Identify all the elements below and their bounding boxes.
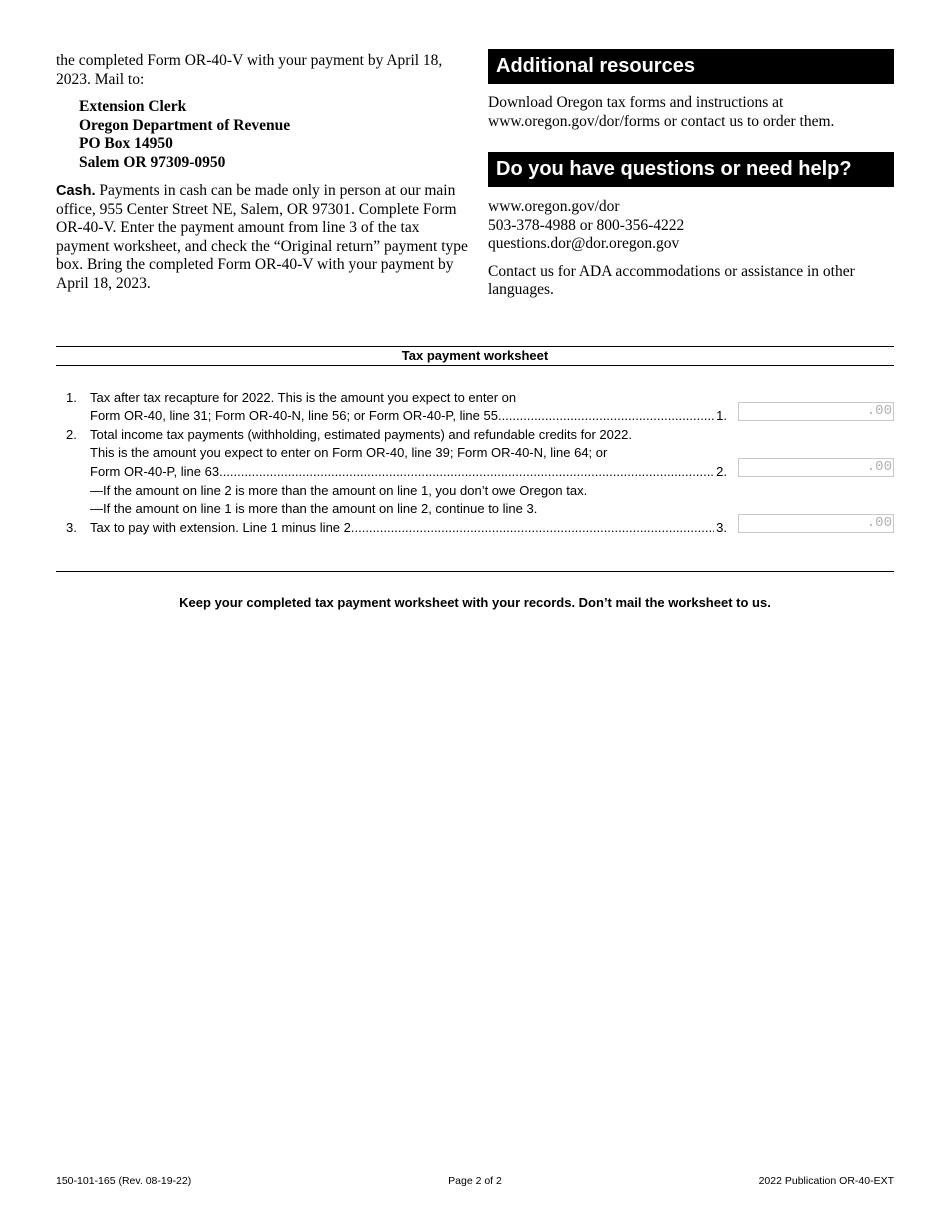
website-link[interactable]: www.oregon.gov/dor [488, 198, 620, 215]
resources-text: Download Oregon tax forms and instructions at www.oregon.gov/dor/forms or contact us to order them. [488, 94, 835, 130]
line-2-text: Total income tax payments (withholding, estimated payments) and refundable credits for 2022. [90, 427, 632, 442]
line-1-amount-field[interactable]: .00 [738, 402, 894, 421]
page-number: Page 2 of 2 [448, 1175, 502, 1187]
line-3-leader-row [90, 519, 727, 537]
line-2-amount-field[interactable]: .00 [738, 458, 894, 477]
line-2-number: 2. [66, 427, 77, 442]
line-2-text-cont: This is the amount you expect to enter on Form OR-40, line 39; Form OR-40-N, line 64; or [90, 445, 608, 460]
cash-paragraph [56, 182, 468, 293]
email-link[interactable]: questions.dor@dor.oregon.gov [488, 235, 680, 252]
form-revision: 150-101-165 (Rev. 08-19-22) [56, 1175, 192, 1187]
line-1-text-cont: Form OR-40, line 31; Form OR-40-N, line 56; or Form OR-40-P, line 55 [90, 408, 498, 423]
line-3-number: 3. [66, 520, 77, 535]
ada-text: Contact us for ADA accommodations or assistance in other languages. [488, 262, 855, 298]
help-heading: Do you have questions or need help? [488, 152, 894, 187]
line-2-text-end: Form OR-40-P, line 63 [90, 464, 220, 479]
cash-text: Payments in cash can be made only in person at our main office, 955 Center Street NE, Salem, OR 97301. Complete Form OR-40-V. Enter the payment amount from line 3 of the tax payment worksheet, and check the “Original return” payment type box. Bring the completed Form OR-40-V with your payment by April 18, 2023. [56, 182, 468, 292]
line-3-ref: 3. [716, 520, 727, 535]
additional-resources-heading: Additional resources [488, 49, 894, 84]
dot-leader [354, 519, 714, 537]
line-1-leader-row [90, 407, 727, 425]
line-1-number: 1. [66, 390, 77, 405]
right-column [488, 49, 894, 300]
dot-leader [498, 407, 714, 425]
line-1-ref: 1. [716, 408, 727, 423]
mailing-address [79, 98, 468, 172]
line-3-amount-field[interactable]: .00 [738, 514, 894, 533]
worksheet-title: Tax payment worksheet [401, 348, 549, 363]
left-column [56, 52, 468, 293]
address-line: PO Box 14950 [79, 135, 173, 152]
worksheet-note: Keep your completed tax payment worksheet with your records. Don’t mail the worksheet to us. [179, 595, 771, 610]
mail-instructions: the completed Form OR-40-V with your payment by April 18, 2023. Mail to: [56, 52, 443, 88]
dot-leader [219, 463, 714, 481]
line-2-note: —If the amount on line 1 is more than the amount on line 2, continue to line 3. [90, 501, 538, 516]
cash-label: Cash. [56, 183, 96, 199]
line-2-ref: 2. [716, 464, 727, 479]
contact-info [488, 198, 894, 254]
line-1-text: Tax after tax recapture for 2022. This is the amount you expect to enter on [90, 390, 517, 405]
phone-numbers: 503-378-4988 or 800-356-4222 [488, 216, 685, 234]
address-line: Salem OR 97309-0950 [79, 153, 226, 171]
line-3-text: Tax to pay with extension. Line 1 minus line 2. [90, 520, 355, 535]
publication-name: 2022 Publication OR-40-EXT [758, 1175, 894, 1187]
worksheet-rule-header [56, 365, 894, 366]
worksheet-rule-bottom [56, 571, 894, 572]
address-line: Extension Clerk [79, 98, 187, 115]
address-line: Oregon Department of Revenue [79, 116, 291, 134]
line-2-note: —If the amount on line 2 is more than the amount on line 1, you don’t owe Oregon tax. [90, 483, 588, 498]
line-2-leader-row [90, 463, 727, 481]
